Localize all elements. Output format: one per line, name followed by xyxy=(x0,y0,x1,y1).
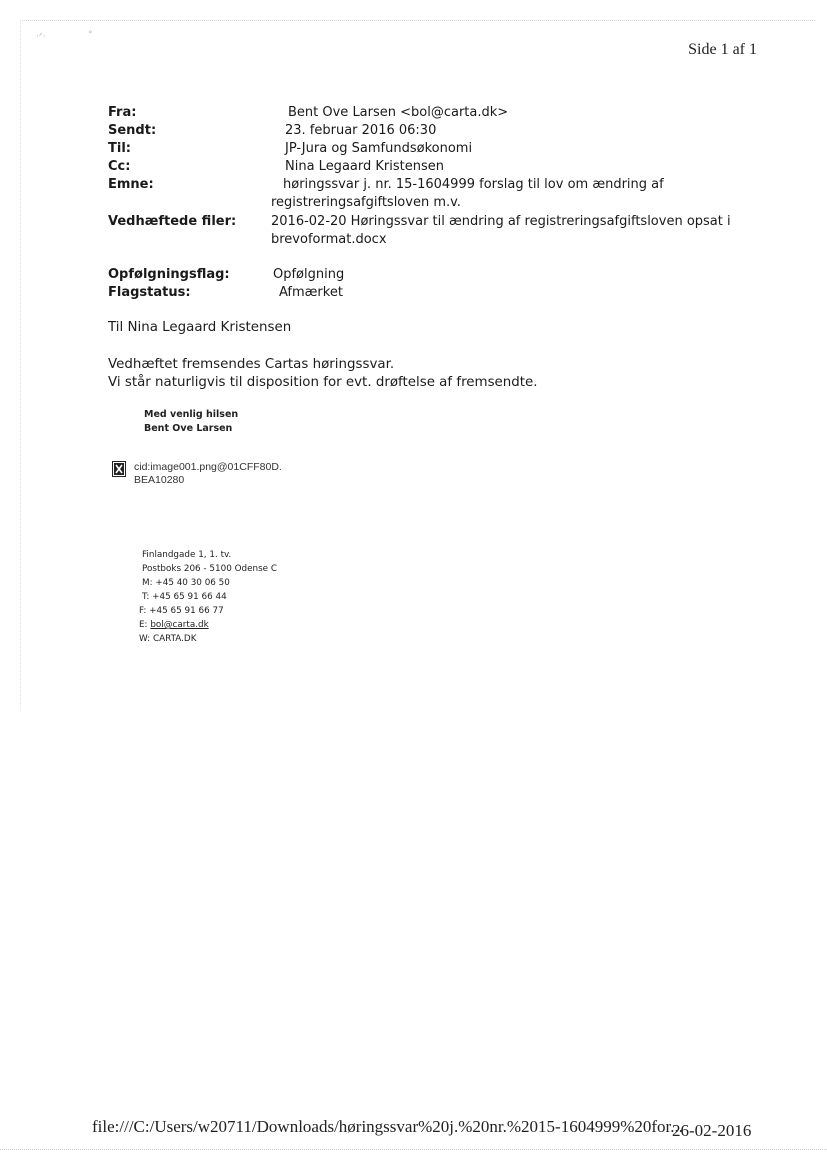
signature-closing: Med venlig hilsen xyxy=(144,409,239,420)
flag-status-value: Afmærket xyxy=(279,285,343,300)
contact-address: Finlandgade 1, 1. tv. xyxy=(142,550,232,560)
attachments-value-line2: brevoformat.docx xyxy=(271,232,387,247)
body-line-1: Vedhæftet fremsendes Cartas høringssvar. xyxy=(108,357,395,372)
to-label: Til: xyxy=(108,141,131,156)
cc-label: Cc: xyxy=(108,159,131,174)
follow-up-flag-value: Opfølgning xyxy=(273,267,345,282)
to-value: JP-Jura og Samfundsøkonomi xyxy=(285,141,473,156)
footer-file-path: file:///C:/Users/w20711/Downloads/høringssvar%20j.%20nr.%2015-1604999%20for... xyxy=(92,1117,684,1136)
sent-value: 23. februar 2016 06:30 xyxy=(285,123,437,138)
broken-image-icon xyxy=(112,461,126,477)
embedded-image-alt-line1: cid:image001.png@01CFF80D. xyxy=(134,461,282,473)
greeting: Til Nina Legaard Kristensen xyxy=(108,320,292,335)
sent-label: Sendt: xyxy=(108,123,157,138)
subject-label: Emne: xyxy=(108,177,154,192)
contact-phone: T: +45 65 91 66 44 xyxy=(142,592,227,602)
scan-speck: ·ᐟ· xyxy=(36,32,46,42)
scan-border-top xyxy=(20,20,815,21)
subject-value-line1: høringssvar j. nr. 15-1604999 forslag til lov om ændring af xyxy=(283,177,664,192)
scan-speck: ° xyxy=(88,30,93,40)
page-number: Side 1 af 1 xyxy=(688,41,757,58)
from-label: Fra: xyxy=(108,105,137,120)
attachments-value-line1: 2016-02-20 Høringssvar til ændring af registreringsafgiftsloven opsat i xyxy=(271,214,731,229)
body-line-2: Vi står naturligvis til disposition for evt. drøftelse af fremsendte. xyxy=(108,375,538,390)
signature-name: Bent Ove Larsen xyxy=(144,423,233,434)
cc-value: Nina Legaard Kristensen xyxy=(285,159,444,174)
contact-mobile: M: +45 40 30 06 50 xyxy=(142,578,230,588)
flag-status-label: Flagstatus: xyxy=(108,285,191,300)
contact-web: W: CARTA.DK xyxy=(139,634,197,644)
contact-email-row xyxy=(139,618,209,632)
contact-postbox: Postboks 206 - 5100 Odense C xyxy=(142,564,278,574)
subject-value-line2: registreringsafgiftsloven m.v. xyxy=(271,195,461,210)
from-value: Bent Ove Larsen <bol@carta.dk> xyxy=(288,105,509,120)
scan-border-bottom xyxy=(0,1149,827,1150)
embedded-image-alt-text xyxy=(134,461,282,487)
scan-border-left xyxy=(20,20,21,710)
contact-email-link[interactable]: bol@carta.dk xyxy=(150,620,209,630)
footer-date: 26-02-2016 xyxy=(672,1121,752,1140)
follow-up-flag-label: Opfølgningsflag: xyxy=(108,267,230,282)
attachments-label: Vedhæftede filer: xyxy=(108,214,237,229)
embedded-image-alt-line2: BEA10280 xyxy=(134,474,185,486)
contact-fax: F: +45 65 91 66 77 xyxy=(139,606,224,616)
contact-email-prefix: E: xyxy=(139,620,151,630)
